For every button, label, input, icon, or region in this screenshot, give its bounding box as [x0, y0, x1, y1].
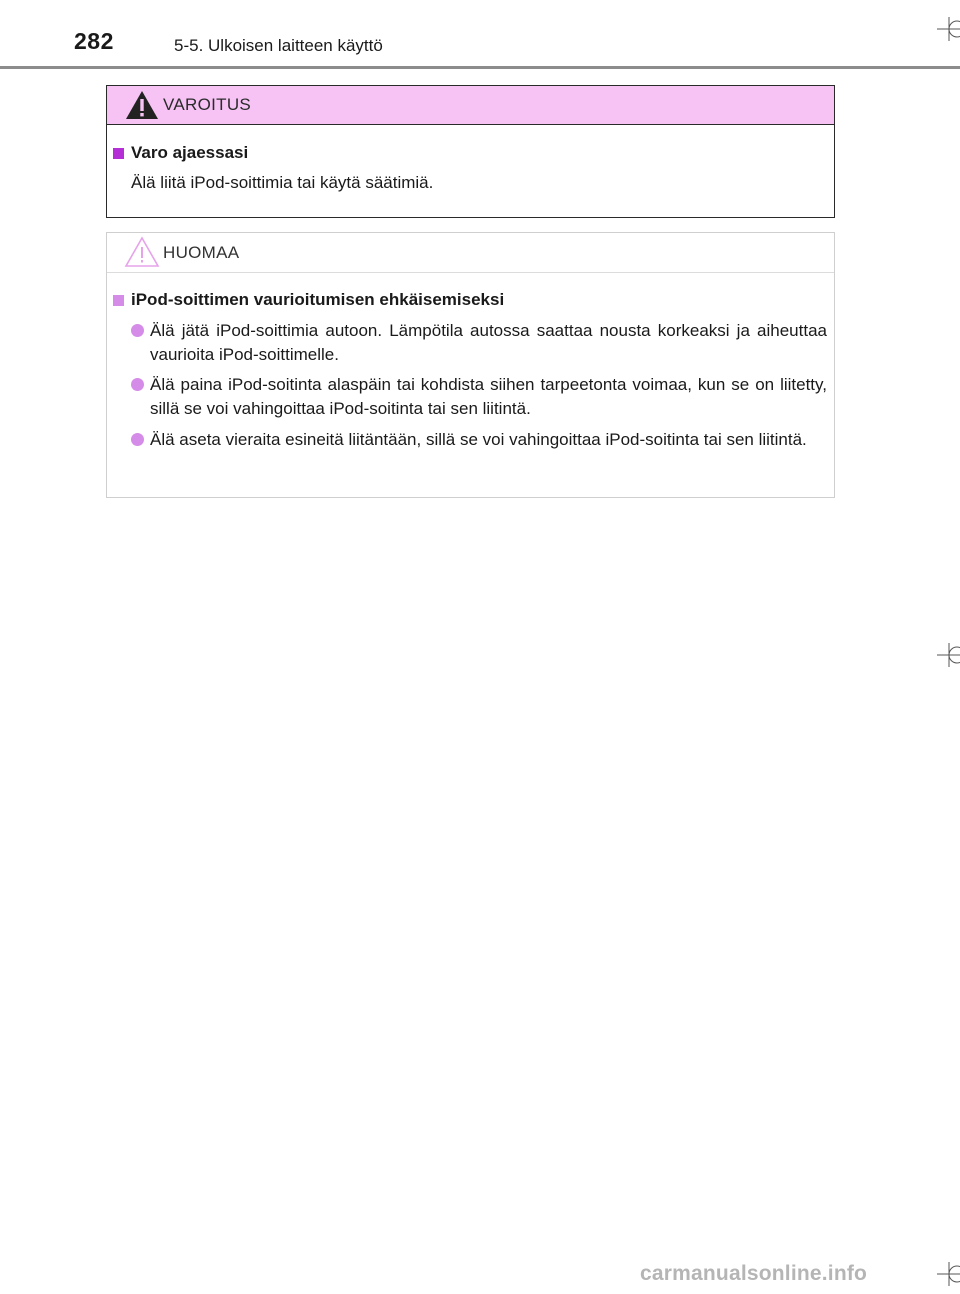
- crop-mark-icon: [937, 1262, 960, 1286]
- list-item: [131, 428, 827, 452]
- crop-mark-icon: [937, 17, 960, 41]
- crop-mark-icon: [937, 643, 960, 667]
- notice-subheading: [113, 290, 504, 310]
- warning-text: Älä liitä iPod-soittimia tai käytä säätimiä.: [131, 173, 434, 192]
- notice-header: [107, 233, 834, 273]
- page-header: [0, 0, 960, 70]
- square-bullet-icon: [113, 148, 124, 159]
- warning-header: [107, 86, 834, 125]
- list-item-text: Älä paina iPod-soitinta alaspäin tai kohdista siihen tarpeetonta voimaa, kun se on liitetty, sillä se voi vahingoittaa iPod-soitinta tai sen liitintä.: [150, 375, 827, 418]
- round-bullet-icon: [131, 433, 144, 446]
- list-item: [131, 319, 827, 367]
- section-title: 5-5. Ulkoisen laitteen käyttö: [174, 36, 383, 55]
- page-number: 282: [74, 28, 114, 54]
- round-bullet-icon: [131, 378, 144, 391]
- round-bullet-icon: [131, 324, 144, 337]
- watermark-text: carmanualsonline.info: [640, 1262, 868, 1285]
- warning-subheading-text: Varo ajaessasi: [131, 143, 249, 162]
- warning-subheading: [113, 143, 248, 163]
- list-item-text: Älä jätä iPod-soittimia autoon. Lämpötila autossa saattaa nousta korkeaksi ja aiheuttaa vaurioita iPod-soittimelle.: [150, 321, 827, 364]
- list-item-text: Älä aseta vieraita esineitä liitäntään, sillä se voi vahingoittaa iPod-soitinta tai sen liitintä.: [150, 430, 807, 449]
- notice-label: HUOMAA: [163, 243, 240, 262]
- square-bullet-icon: [113, 295, 124, 306]
- list-item: [131, 373, 827, 421]
- header-divider: [0, 66, 960, 69]
- warning-label: VAROITUS: [163, 95, 252, 114]
- warning-box: [106, 85, 835, 218]
- notice-subheading-text: iPod-soittimen vaurioitumisen ehkäisemiseksi: [131, 290, 505, 309]
- warning-triangle-icon: [124, 89, 160, 121]
- caution-triangle-outline-icon: [124, 236, 160, 268]
- notice-box: [106, 232, 835, 498]
